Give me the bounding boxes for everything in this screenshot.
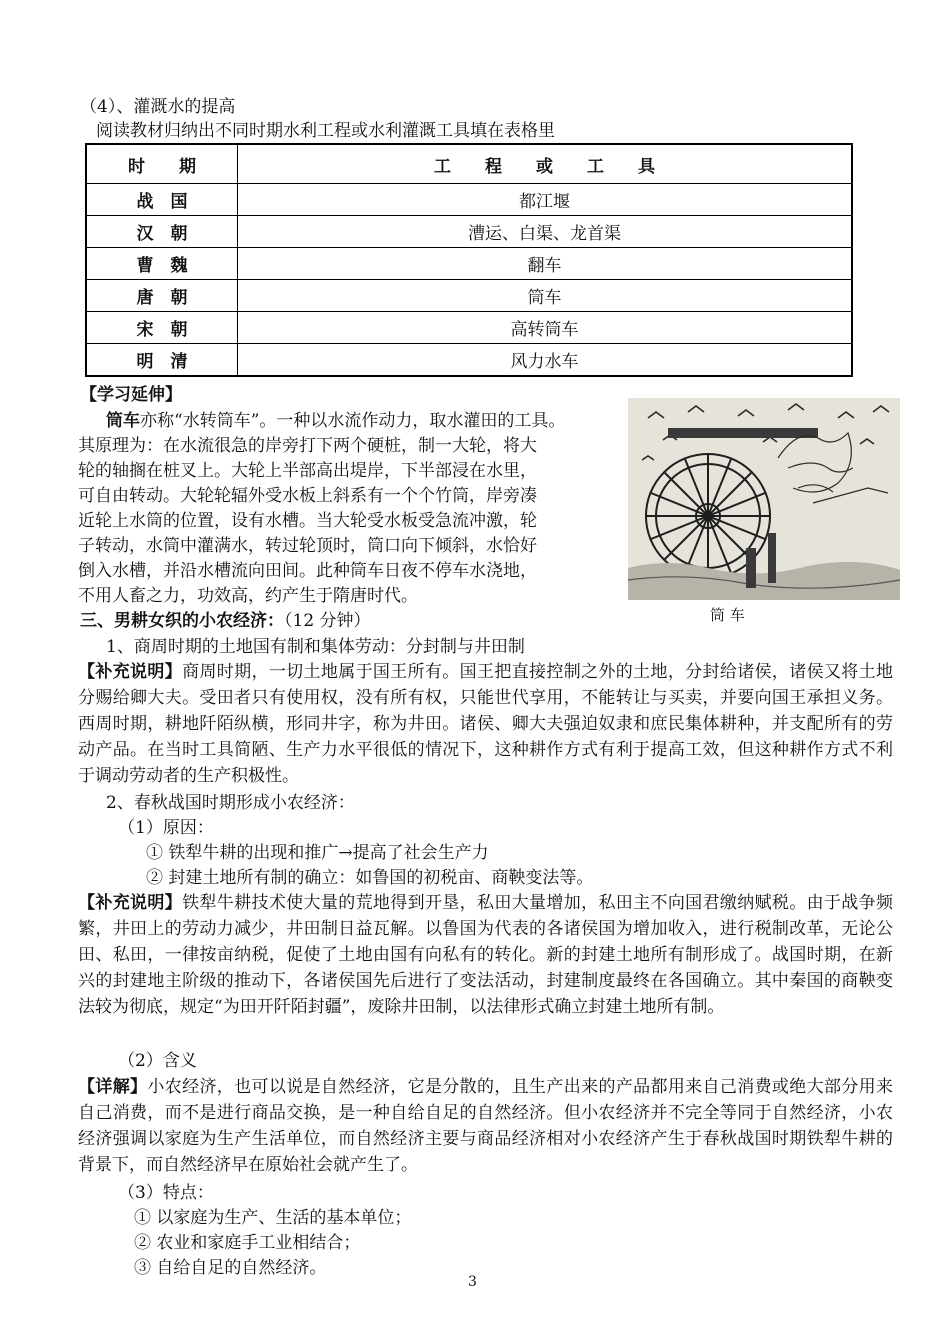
row-period: 唐 朝 <box>86 280 238 312</box>
table-header-row <box>86 144 852 184</box>
section-3-heading-line <box>80 608 371 634</box>
water-wheel-illustration <box>628 398 900 600</box>
section-4-heading: （4）、灌溉水的提高 <box>80 97 236 117</box>
water-wheel-image <box>628 398 900 600</box>
extension-line: 倒入水槽，并沿水槽流向田间。此种筒车日夜不停车水浇地， <box>78 561 537 581</box>
row-period: 宋 朝 <box>86 312 238 344</box>
section-3-heading: 三、男耕女织的小农经济： <box>80 611 284 631</box>
cause-heading: （1）原因： <box>118 818 214 838</box>
extension-heading: 【学习延伸】 <box>80 385 182 405</box>
supplement-label: 【补充说明】 <box>78 662 183 682</box>
header-period: 时 期 <box>86 144 238 184</box>
irrigation-table <box>85 143 853 377</box>
item-2: 2、春秋战国时期形成小农经济： <box>106 793 355 813</box>
extension-line-1-text: 亦称“水转筒车”。一种以水流作动力，取水灌田的工具。 <box>140 411 566 431</box>
row-period: 曹 魏 <box>86 248 238 280</box>
detail <box>78 1074 893 1178</box>
row-period: 汉 朝 <box>86 216 238 248</box>
extension-line: 近轮上水筒的位置，设有水槽。当大轮受水板受急流冲激，轮 <box>78 511 537 531</box>
meaning-heading: （2）含义 <box>118 1051 197 1071</box>
row-period: 战 国 <box>86 184 238 216</box>
table-row <box>86 216 852 248</box>
table-row <box>86 184 852 216</box>
supplement-2-text: 铁犁牛耕技术使大量的荒地得到开垦，私田大量增加，私田主不向国君缴纳赋税。由于战争频繁，井田上的劳动力减少，井田制日益瓦解。以鲁国为代表的各诸侯国为增加收入，进行税制改革，无论公田、私田，一律按亩纳税，促使了土地由国有向私有的转化。新的封建土地所有制形成了。战国时期，在新兴的封建地主阶级的推动下，各诸侯国先后进行了变法活动，封建制度最终在各国确立。其中秦国的商鞅变法较为彻底，规定“为田开阡陌封疆”，废除井田制，以法律形式确立封建土地所有制。 <box>78 893 894 1017</box>
table-instruction: 阅读教材归纳出不同时期水利工程或水利灌溉工具填在表格里 <box>96 121 555 141</box>
page-number: 3 <box>468 1274 477 1290</box>
feature-item: ② 农业和家庭手工业相结合； <box>134 1233 361 1253</box>
row-tool: 高转筒车 <box>238 312 853 344</box>
image-caption: 筒 车 <box>710 606 745 624</box>
extension-line: 子转动，水筒中灌满水，转过轮顶时，筒口向下倾斜，水恰好 <box>78 536 537 556</box>
feature-item: ① 以家庭为生产、生活的基本单位； <box>134 1208 412 1228</box>
table-row <box>86 312 852 344</box>
row-tool: 都江堰 <box>238 184 853 216</box>
detail-text: 小农经济，也可以说是自然经济，它是分散的，且生产出来的产品都用来自己消费或绝大部分用来自己消费，而不是进行商品交换，是一种自给自足的自然经济。但小农经济并不完全等同于自然经济，小农经济强调以家庭为生产生活单位，而自然经济主要与商品经济相对小农经济产生于春秋战国时期铁犁牛耕的背景下，而自然经济早在原始社会就产生了。 <box>78 1077 894 1175</box>
extension-line-1 <box>106 408 565 434</box>
detail-label: 【详解】 <box>78 1077 148 1097</box>
section-3-time: （12 分钟） <box>284 611 371 631</box>
row-period: 明 清 <box>86 344 238 377</box>
table-row <box>86 280 852 312</box>
supplement-1-text: 商周时期，一切土地属于国王所有。国王把直接控制之外的土地，分封给诸侯，诸侯又将土地分赐给卿大夫。受田者只有使用权，没有所有权，只能世代享用，不能转让与买卖，并要向国王承担义务。西周时期，耕地阡陌纵横，形同井字，称为井田。诸侯、卿大夫强迫奴隶和庶民集体耕种，并支配所有的劳动产品。在当时工具简陋、生产力水平很低的情况下，这种耕作方式有利于提高工效，但这种耕作方式不利于调动劳动者的生产积极性。 <box>78 662 894 786</box>
row-tool: 漕运、白渠、龙首渠 <box>238 216 853 248</box>
extension-line: 可自由转动。大轮轮辐外受水板上斜系有一个个竹筒，岸旁凑 <box>78 486 537 506</box>
supplement-label: 【补充说明】 <box>78 893 183 913</box>
feature-heading: （3）特点： <box>118 1183 214 1203</box>
extension-line: 其原理为：在水流很急的岸旁打下两个硬桩，制一大轮，将大 <box>78 436 537 456</box>
item-1: 1、商周时期的土地国有制和集体劳动：分封制与井田制 <box>106 637 525 657</box>
cause-2: ② 封建土地所有制的确立：如鲁国的初税亩、商鞅变法等。 <box>146 868 594 888</box>
feature-item: ③ 自给自足的自然经济。 <box>134 1258 327 1278</box>
supplement-2 <box>78 890 893 1020</box>
row-tool: 筒车 <box>238 280 853 312</box>
row-tool: 翻车 <box>238 248 853 280</box>
row-tool: 风力水车 <box>238 344 853 377</box>
extension-line: 不用人畜之力，功效高，约产生于隋唐时代。 <box>78 586 418 606</box>
extension-term: 筒车 <box>106 411 140 431</box>
supplement-1 <box>78 659 893 789</box>
header-tool: 工 程 或 工 具 <box>238 144 853 184</box>
table-row <box>86 248 852 280</box>
extension-line: 轮的轴搁在桩叉上。大轮上半部高出堤岸，下半部浸在水里， <box>78 461 537 481</box>
cause-1: ① 铁犁牛耕的出现和推广→提高了社会生产力 <box>146 843 489 863</box>
table-row <box>86 344 852 377</box>
